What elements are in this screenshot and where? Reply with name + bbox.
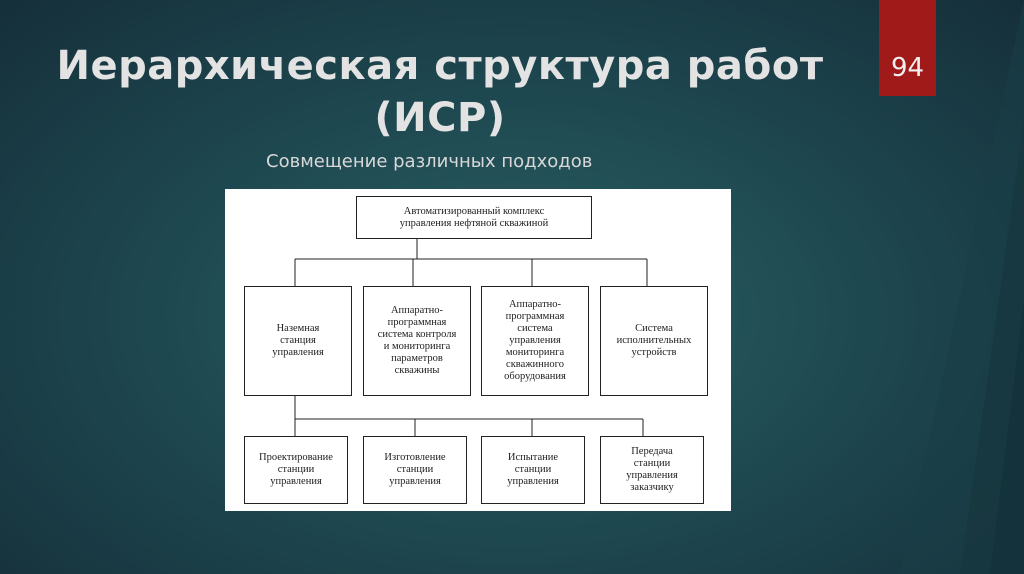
level1-node-actuators: Система исполнительных устройств — [600, 286, 708, 396]
level1-node-monitoring-system: Аппаратно- программная система контроля и мониторинга параметров скважины — [363, 286, 471, 396]
slide-subtitle: Совмещение различных подходов — [266, 151, 593, 172]
level2-node-manufacture: Изготовление станции управления — [363, 436, 467, 504]
level2-node-design: Проектирование станции управления — [244, 436, 348, 504]
level2-node-handover: Передача станции управления заказчику — [600, 436, 704, 504]
page-number-badge: 94 — [879, 0, 936, 96]
wbs-diagram — [225, 189, 731, 511]
level1-node-control-system: Аппаратно- программная система управления мониторинга скважинного оборудования — [481, 286, 589, 396]
root-node: Автоматизированный комплекс управления нефтяной скважиной — [356, 196, 592, 239]
level2-node-testing: Испытание станции управления — [481, 436, 585, 504]
level1-node-ground-station: Наземная станция управления — [244, 286, 352, 396]
slide-title: Иерархическая структура работ (ИСР) — [56, 43, 824, 141]
